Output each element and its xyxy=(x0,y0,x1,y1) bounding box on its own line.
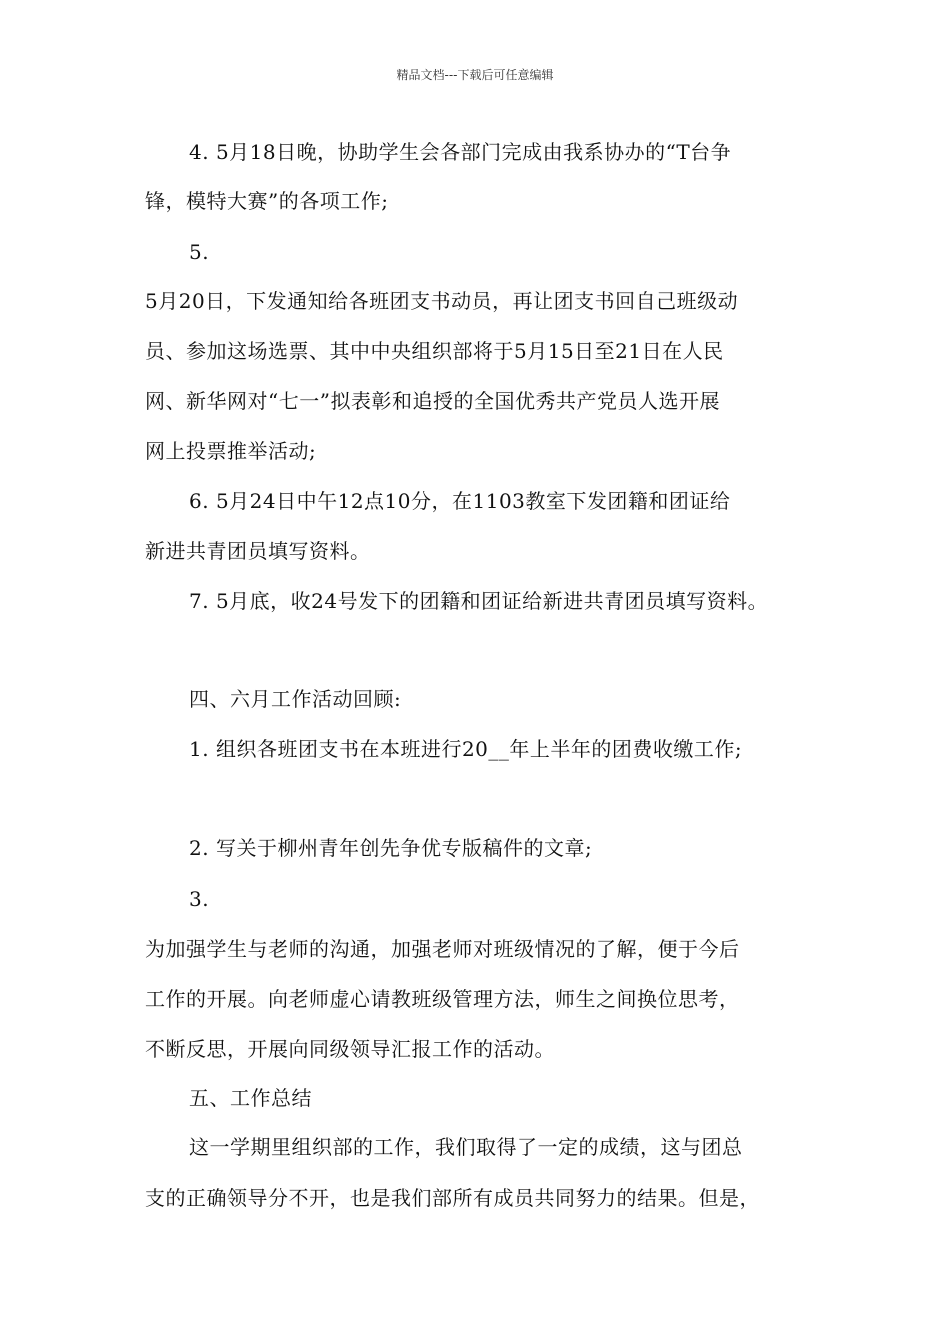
doc-line: 5月20日，下发通知给各班团支书动员，再让团支书回自己班级动 xyxy=(145,289,739,313)
doc-line: 4. 5月18日晚，协助学生会各部门完成由我系协办的“T台争 xyxy=(189,140,732,164)
doc-line: 工作的开展。向老师虚心请教班级管理方法，师生之间换位思考， xyxy=(145,987,740,1011)
section-heading: 四、六月工作活动回顾: xyxy=(189,687,402,711)
doc-line: 为加强学生与老师的沟通，加强老师对班级情况的了解，便于今后 xyxy=(145,937,740,961)
doc-line: 员、参加这场选票、其中中央组织部将于5月15日至21日在人民 xyxy=(145,339,724,363)
doc-line: 支的正确领导分不开，也是我们部所有成员共同努力的结果。但是， xyxy=(145,1186,760,1210)
doc-line: 网上投票推举活动; xyxy=(145,439,317,463)
doc-line: 不断反思，开展向同级领导汇报工作的活动。 xyxy=(145,1037,555,1061)
doc-line: 7. 5月底，收24号发下的团籍和团证给新进共青团员填写资料。 xyxy=(189,589,769,613)
page-header: 精品文档---下载后可任意编辑 xyxy=(396,68,554,82)
doc-line: 这一学期里组织部的工作，我们取得了一定的成绩，这与团总 xyxy=(189,1135,743,1159)
doc-line: 2. 写关于柳州青年创先争优专版稿件的文章; xyxy=(189,836,593,860)
doc-line: 新进共青团员填写资料。 xyxy=(145,539,371,563)
doc-line: 锋，模特大赛”的各项工作; xyxy=(145,189,389,213)
doc-line: 1. 组织各班团支书在本班进行20__年上半年的团费收缴工作; xyxy=(189,737,743,761)
doc-line: 3. xyxy=(189,887,210,911)
doc-line: 网、新华网对“七一”拟表彰和追授的全国优秀共产党员人选开展 xyxy=(145,389,720,413)
section-heading: 五、工作总结 xyxy=(189,1086,312,1110)
doc-line: 6. 5月24日中午12点10分，在1103教室下发团籍和团证给 xyxy=(189,489,731,513)
doc-line: 5. xyxy=(189,240,210,264)
